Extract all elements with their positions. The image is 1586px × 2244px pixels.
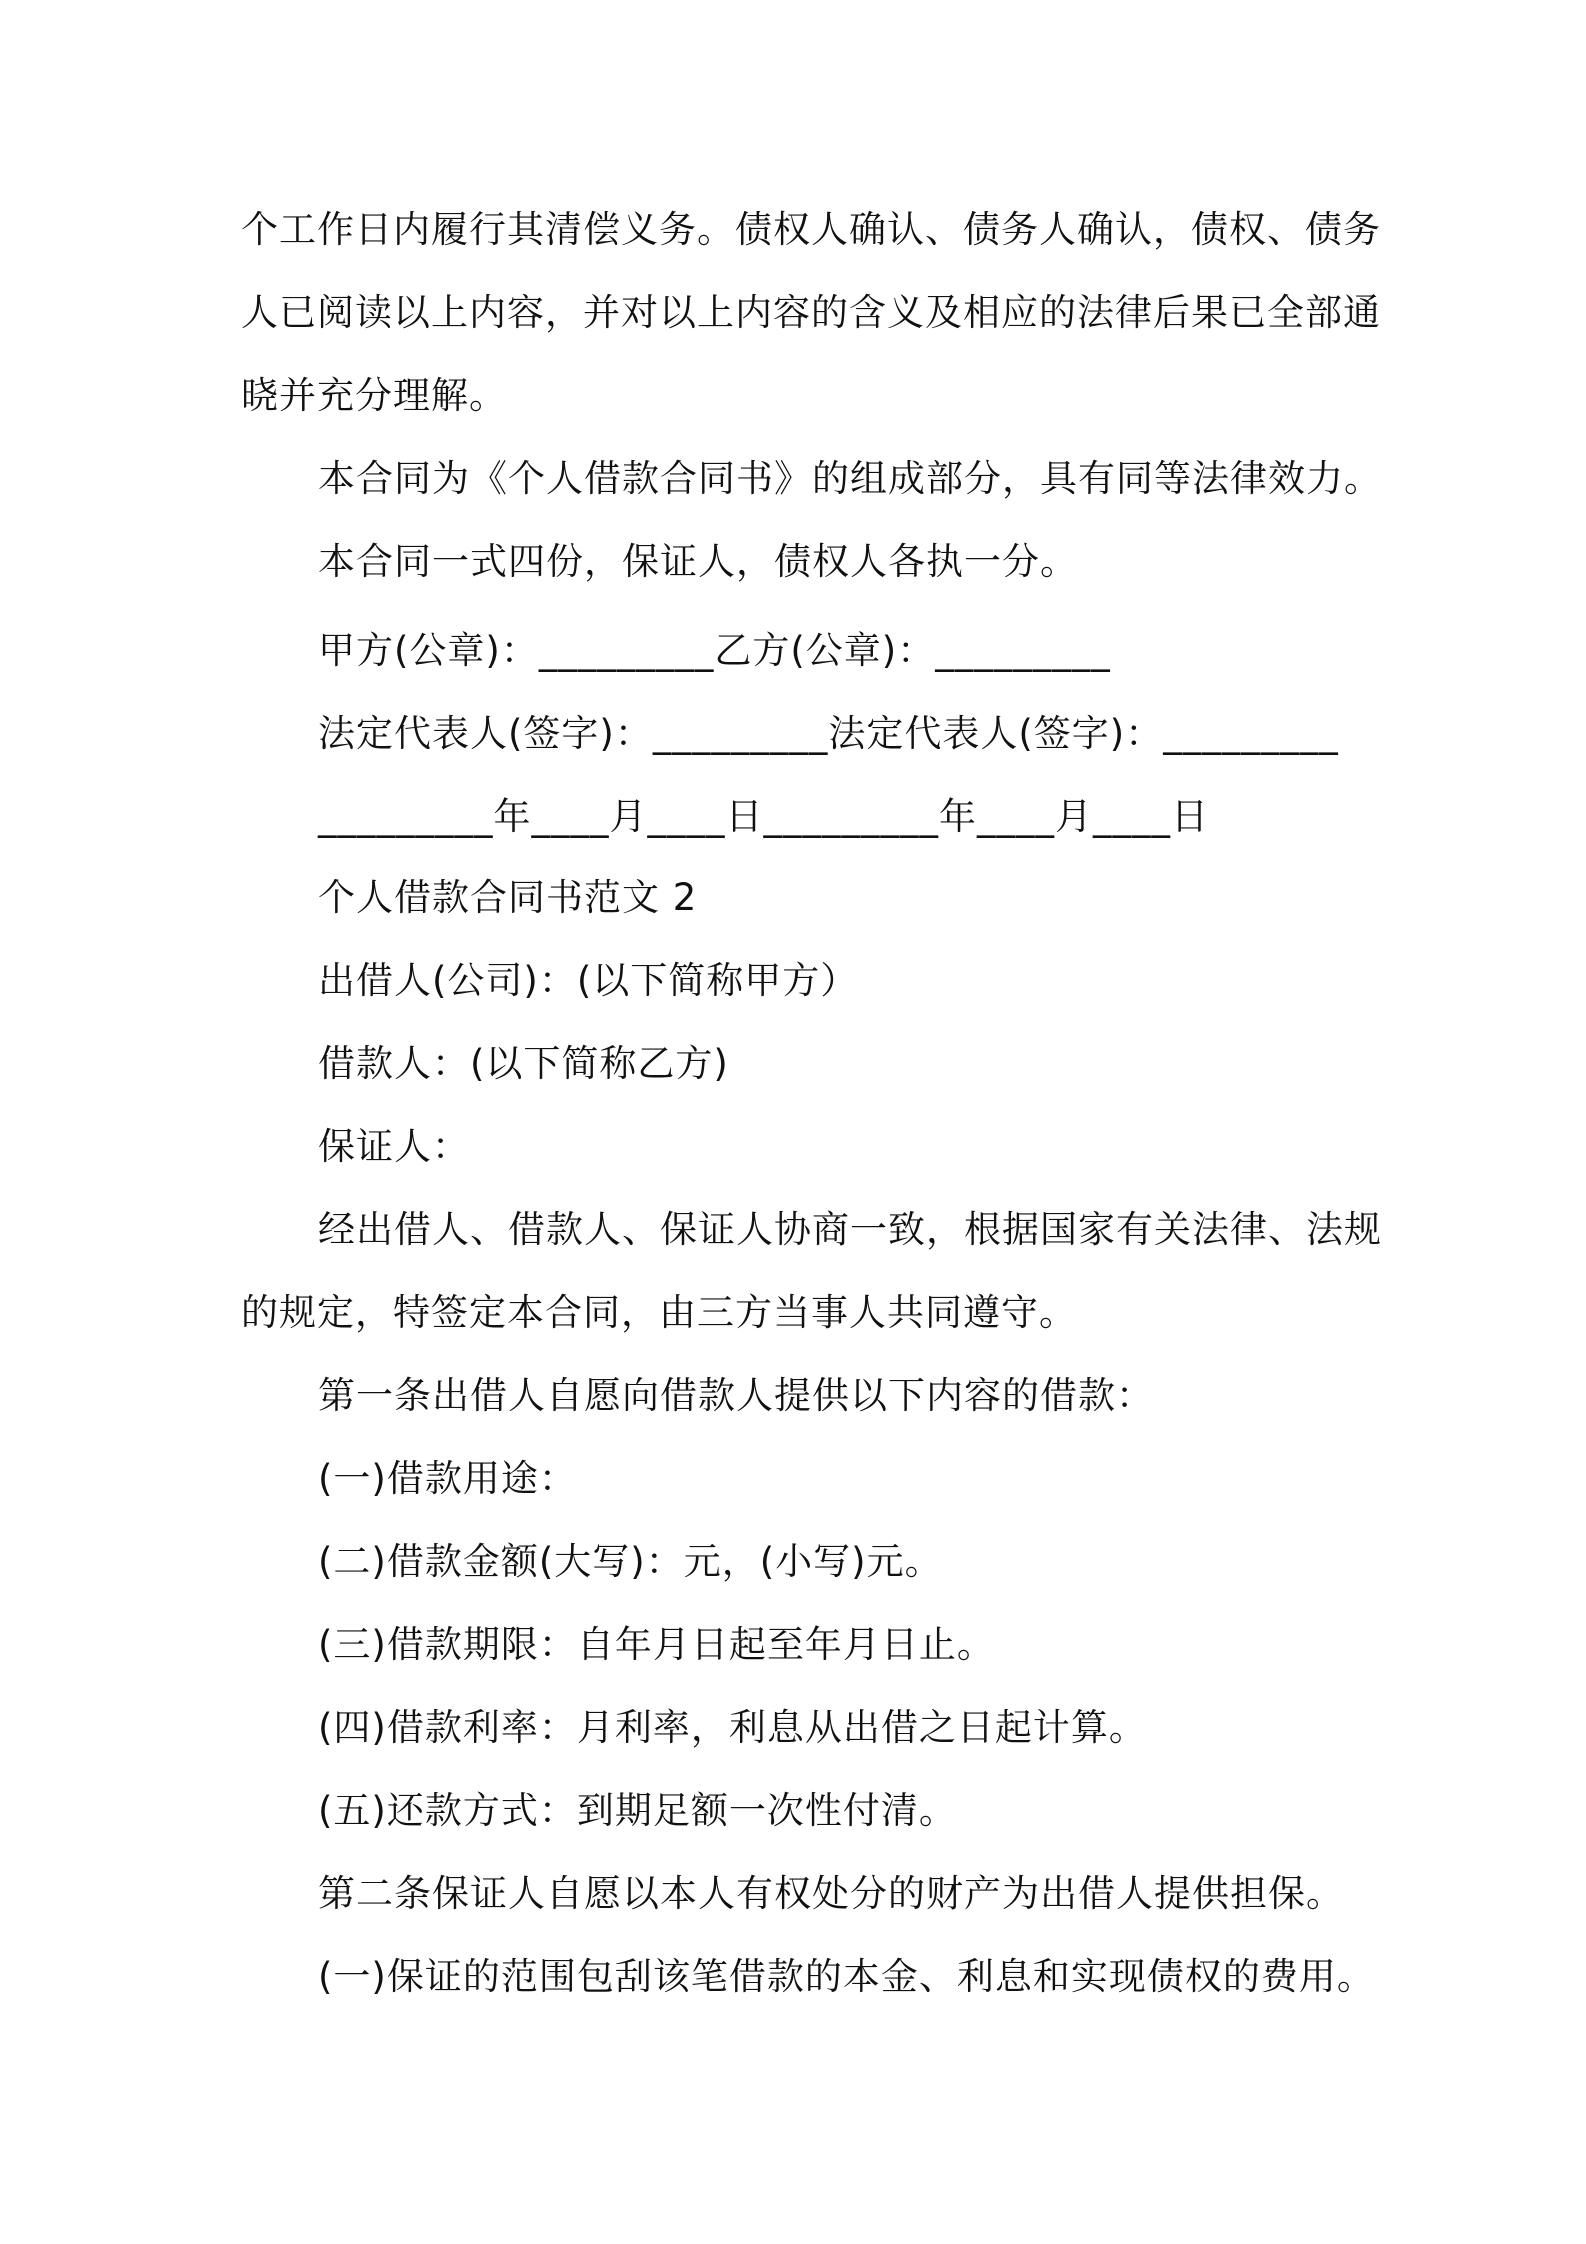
signature-line-date: _________年____月____日_________年____月____日 [318, 795, 1209, 838]
text-line: 的规定，特签定本合同，由三方当事人共同遵守。 [241, 1291, 1077, 1334]
text-line: 保证人： [318, 1125, 470, 1168]
list-item: (三)借款期限：自年月日起至年月日止。 [318, 1623, 995, 1666]
list-item: (五)还款方式：到期足额一次性付清。 [318, 1789, 957, 1832]
text-line: 人已阅读以上内容，并对以上内容的含义及相应的法律后果已全部通 [241, 291, 1381, 334]
section-title: 个人借款合同书范文 2 [318, 876, 698, 919]
text-line: 出借人(公司)：(以下简称甲方） [318, 959, 859, 1002]
text-line: 晓并充分理解。 [241, 374, 507, 417]
text-line: 本合同为《个人借款合同书》的组成部分，具有同等法律效力。 [318, 457, 1382, 500]
list-item: (四)借款利率：月利率，利息从出借之日起计算。 [318, 1706, 1147, 1749]
list-item: (二)借款金额(大写)：元，(小写)元。 [318, 1540, 943, 1583]
text-line: 借款人：(以下简称乙方) [318, 1042, 729, 1085]
text-line: 本合同一式四份，保证人，债权人各执一分。 [318, 540, 1078, 583]
text-line: 经出借人、借款人、保证人协商一致，根据国家有关法律、法规 [318, 1208, 1382, 1251]
text-line: 个工作日内履行其清偿义务。债权人确认、债务人确认，债权、债务 [241, 208, 1381, 251]
signature-line-seal: 甲方(公章)：_________乙方(公章)：_________ [318, 629, 1111, 672]
list-item: (一)借款用途： [318, 1457, 577, 1500]
text-line: 第二条保证人自愿以本人有权处分的财产为出借人提供担保。 [318, 1872, 1344, 1915]
list-item: (一)保证的范围包刮该笔借款的本金、利息和实现债权的费用。 [318, 1955, 1375, 1998]
signature-line-representative: 法定代表人(签字)：_________法定代表人(签字)：_________ [318, 712, 1339, 755]
text-line: 第一条出借人自愿向借款人提供以下内容的借款： [318, 1374, 1154, 1417]
